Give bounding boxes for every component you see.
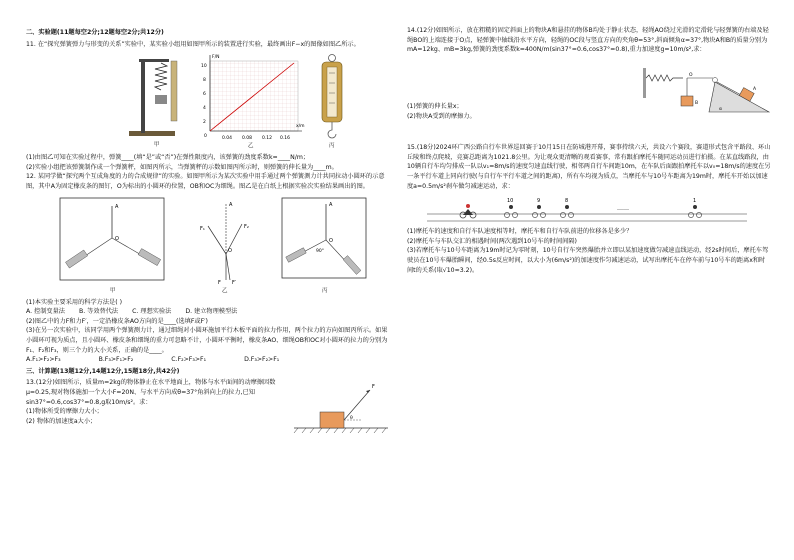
option-c: C.F₂>F₃>F₁ xyxy=(171,356,207,364)
cyclist-icon xyxy=(560,205,573,218)
rider-number: 1 xyxy=(693,198,697,205)
label-f2: F₂ xyxy=(244,223,249,230)
y-tick: 4 xyxy=(203,106,206,112)
fig-caption-jia: 甲 xyxy=(110,287,116,294)
q14-part1: (1)弹簧的伸长量x； xyxy=(407,103,463,110)
x-tick: 0.04 xyxy=(222,136,233,142)
right-column xyxy=(407,26,771,275)
label-a: A xyxy=(115,203,119,210)
option-a: A. 控制变量法 xyxy=(26,308,65,316)
cyclist-icon xyxy=(688,205,701,218)
option-d: D.F₃>F₂>F₁ xyxy=(244,356,280,364)
q12-figures xyxy=(26,194,392,296)
cyclist-row-figure xyxy=(407,194,771,224)
force-diagram-yi xyxy=(196,194,256,286)
q13-block xyxy=(26,378,392,426)
q12-part3-options xyxy=(26,355,392,365)
q15-part1: (1)摩托车的速度和自行车队速度相等时，摩托车和自行车队前进的位移各是多少？ xyxy=(407,228,633,236)
incline-spring-figure xyxy=(643,68,771,118)
q14-parts xyxy=(407,73,771,121)
cyclist-row-svg xyxy=(407,194,771,224)
label-a: A xyxy=(229,201,233,208)
spacer xyxy=(407,121,771,143)
label-f: F xyxy=(218,279,221,286)
q13-part2: (2) 物体的加速度a大小； xyxy=(26,417,97,425)
q14-part2: (2)物块A受到的摩擦力。 xyxy=(407,112,476,120)
option-b: B.F₃>F₁>F₂ xyxy=(98,356,134,364)
q11-part2: (2)实验小组把该弹簧制作成一个弹簧秤，如图丙所示，当弹簧秤的示数如图丙所示时，则弹簧的伸长量为____m。 xyxy=(26,163,338,171)
x-tick: 0.12 xyxy=(262,136,273,142)
fig-caption-bing: 丙 xyxy=(329,143,335,150)
x-tick: 0.16 xyxy=(280,136,291,142)
block-pull-figure xyxy=(290,376,392,438)
y-axis-label: F/N xyxy=(212,55,220,61)
left-column xyxy=(26,26,392,426)
q12-part2: (2)图乙中的力F和力F′，一定沿橡皮条AO方向的是____(选填F或F′) xyxy=(26,317,208,325)
q13-stem: 13.(12分)如图所示，质量m=2kg的物体静止在水平地面上，物体与水平面间的动摩擦因数μ=0.25,现对物体施加一个大小F=20N、与水平方向成θ=37°角斜向上的拉力,已知sin37°=0.6,cos37°=0.8,g取10m/s²。求： xyxy=(26,379,276,406)
fig-caption-yi: 乙 xyxy=(222,287,228,294)
fig-caption-yi: 乙 xyxy=(248,143,254,150)
x-tick: 0.08 xyxy=(242,136,253,142)
q11-part1: (1)由图乙可知在实验过程中，弹簧____(填“是”或“否”)在弹性限度内，该弹簧的劲度系数k=____N/m； xyxy=(26,154,310,162)
q15-part2: (2)摩托车与车队交汇的相遇时间(两次遇到10号车的时间间隔) xyxy=(407,237,577,245)
rider-number: 8 xyxy=(565,198,569,205)
q13-part1: (1)物体所受的摩擦力大小； xyxy=(26,408,103,416)
section-experiment-heading: 二、实验题(11题每空2分;12题每空2分;共12分) xyxy=(26,29,164,36)
origin-label: 0 xyxy=(204,134,207,140)
label-f1: F₁ xyxy=(200,225,205,232)
option-a: A.F₁>F₂>F₃ xyxy=(26,356,61,364)
label-o: O xyxy=(689,73,693,78)
label-alpha: α xyxy=(719,107,722,112)
rider-number: 9 xyxy=(537,198,541,205)
ellipsis: …… xyxy=(617,205,629,213)
label-f: F xyxy=(372,384,375,391)
section-calc-heading: 三、计算题(13题12分,14题12分,15题18分,共42分) xyxy=(26,367,180,375)
x-axis-label: x/m xyxy=(296,124,305,130)
option-c: C. 理想实验法 xyxy=(132,308,172,316)
label-o: O xyxy=(115,235,119,242)
q11-figures xyxy=(26,51,392,151)
option-b: B. 等效替代法 xyxy=(79,308,119,316)
q11-stem: 11. 在“探究弹簧弹力与形变的关系”实验中，某实验小组用如图甲所示的装置进行实验，最终画出F−x的图像如图乙所示。 xyxy=(26,40,360,48)
label-fp: F′ xyxy=(232,279,237,286)
cyclist-icon xyxy=(532,205,545,218)
motorcycle-icon xyxy=(460,204,476,218)
q12-part1-options xyxy=(26,307,392,317)
rider-number: 10 xyxy=(507,198,514,205)
y-tick: 10 xyxy=(201,64,207,70)
label-b: B xyxy=(695,101,699,106)
spring-stand-figure xyxy=(121,51,201,141)
force-board-bing xyxy=(276,194,376,286)
q12-part3: (3)在另一次实验中，该同学用两个弹簧测力计，通过细绳对小圆环施加平行木板平面的拉力作用，两个拉力的方向如图丙所示。如果小圆环可视为质点，且小圆环、橡皮条和细绳的重力可忽略不计，小圆环平衡时，橡皮条AO、细绳OB和OC对小圆环的拉力的分别为F₁、F₂和F₃，则三个力的大小关系，正确的是____。 xyxy=(26,327,388,354)
fig-caption-bing: 丙 xyxy=(322,287,328,294)
label-a: A xyxy=(753,87,757,92)
option-d: D. 建立物理模型法 xyxy=(185,308,238,316)
fig-caption-jia: 甲 xyxy=(154,142,160,149)
f-x-graph xyxy=(194,51,306,147)
q12-stem: 12. 某同学做“探究两个互成角度的力的合成规律”的实验。如图甲所示为某次实验中用手通过两个弹簧测力计共同拉动小圆环的示意图，其中A为固定橡皮条的图钉，O为标出的小圆环的位置，OB和OC为细绳。图乙是在白纸上根据实验次实验结果画出的图。 xyxy=(26,173,385,190)
spring-scale-figure xyxy=(312,53,352,141)
y-tick: 2 xyxy=(203,120,206,126)
label-theta: θ xyxy=(350,416,353,422)
label-o: O xyxy=(329,237,333,244)
label-o: O xyxy=(228,247,232,254)
q14-stem: 14.(12分)如图所示，放在粗糙的固定斜面上的物块A和悬挂的物体B均处于静止状态，轻绳AO绕过光滑的定滑轮与轻弹簧的右端及轻绳BO的上端连接于O点，轻弹簧中轴线沿水平方向，轻绳的OC段与竖直方向的夹角θ=53°,斜面倾角α=37°,物块A和B的质量分别为mA=12kg、mB=3kg,弹簧的劲度系数k=400N/m(sin37°=0.6,cos37°=0.8),重力加速度g=10m/s²,求： xyxy=(407,27,769,54)
q15-part3: (3)若摩托车与10号车距离为19m时记为零时刻，10号自行车突然爆胎并立即以某加速度做匀减速直线运动，经2s时间后，摩托车驾驶员在10号车爆胎瞬间，经0.5s反应时间，以大小为(6m/s²)的加速度作匀减速运动，试写出摩托车在停车前与10号车的距离x和时间t的关系(取√10≈3.2)。 xyxy=(407,247,769,274)
label-angle: 90° xyxy=(316,248,324,254)
y-tick: 6 xyxy=(203,92,206,98)
q15-stem: 15.(18分)2024环广西公路自行车世界巡回赛于10月15日在防城港开幕，赛事持续六天，共设六个赛段，赛道形式包含平路段、环山丘陵和终点爬坡，竞赛总距离为1021.8公里。为让观众更清晰的观看赛事，常有跟拍摩托车随同运动员进行拍摄。在某直线路段，由10辆自行车均匀排成一队以v₁=8m/s的速度匀速直线行驶，相邻两自行车间距10m，在车队后面跟拍摩托车以v₀=18m/s的速度在另一条平行车道上同向行驶(与自行车平行车道之间的距离)，所有车均视为质点，当摩托车与10号车距离为19m时，摩托车开始以加速度a=0.5m/s²刹车做匀减速运动，求： xyxy=(407,144,771,190)
q12-part1: (1)本实验主要采用的科学方法是( ) xyxy=(26,298,122,306)
label-a: A xyxy=(329,201,333,208)
y-tick: 8 xyxy=(203,78,206,84)
force-board-jia xyxy=(54,194,174,286)
cyclist-icon xyxy=(504,205,517,218)
